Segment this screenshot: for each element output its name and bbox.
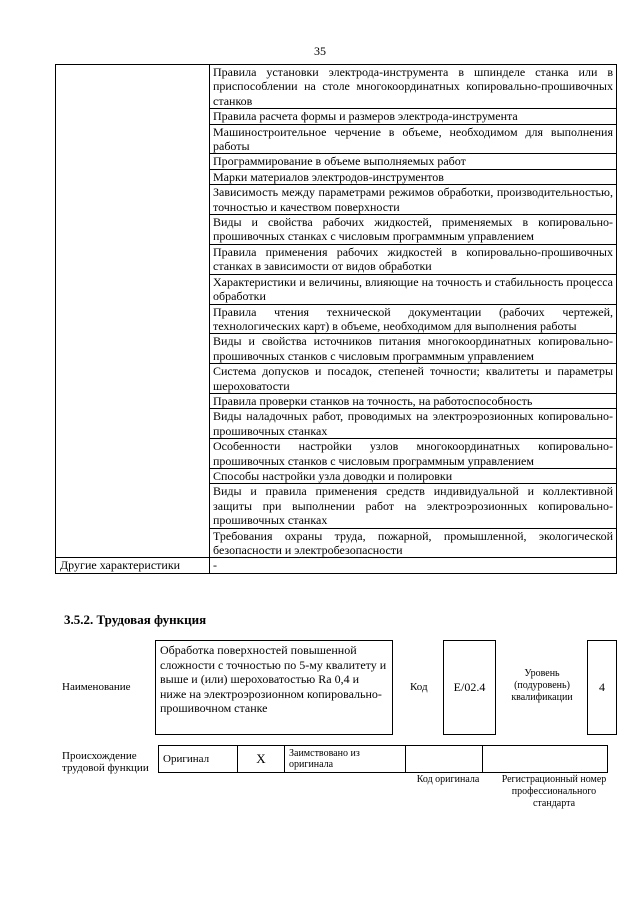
level-value-box <box>587 640 617 735</box>
original-label: Оригинал <box>159 746 238 773</box>
origin-label: Происхождение трудовой функции <box>62 750 149 774</box>
knowledge-item: Виды и правила применения средств индивидуальной и коллективной защиты при выполнении работ на электроэрозионных копировально-прошивочных станках <box>210 484 617 528</box>
function-name-value: Обработка поверхностей повышенной сложности с точностью по 5-му квалитету и выше и (или) шероховатостью Ra 0,4 и ниже на электроэрозионном копировально-прошивочном станке <box>160 643 387 716</box>
knowledge-item: Зависимость между параметрами режимов обработки, производительностью, точностью и качеством поверхности <box>210 185 617 215</box>
knowledge-item: Правила установки электрода-инструмента в шпинделе станка или в приспособлении на столе многокоординатных копировально-прошивочных станков <box>210 65 617 109</box>
code-caption: Код оригинала <box>416 774 480 785</box>
code-value-box <box>443 640 496 735</box>
knowledge-item: Марки материалов электродов-инструментов <box>210 169 617 184</box>
section-title: 3.5.2. Трудовая функция <box>64 612 207 627</box>
knowledge-left-cell <box>56 65 210 558</box>
knowledge-table <box>55 64 617 574</box>
original-code-cell <box>406 746 483 773</box>
knowledge-item: Виды и свойства источников питания многокоординатных копировально-прошивочных станков с числовым программным управлением <box>210 334 617 364</box>
knowledge-item: Правила применения рабочих жидкостей в копировально-прошивочных станках в зависимости от видов обработки <box>210 244 617 274</box>
level-label: Уровень (подуровень) квалификации <box>511 668 573 703</box>
other-characteristics-label: Другие характеристики <box>56 558 210 573</box>
registration-caption: Регистрационный номер профессионального стандарта <box>501 774 607 809</box>
code-label: Код <box>410 681 428 693</box>
knowledge-row <box>56 65 617 109</box>
knowledge-item: Машиностроительное черчение в объеме, необходимом для выполнения работы <box>210 124 617 154</box>
origin-table <box>158 745 608 773</box>
code-value: E/02.4 <box>453 680 486 694</box>
knowledge-item: Система допусков и посадок, степеней точности; квалитеты и параметры шероховатости <box>210 364 617 394</box>
knowledge-item: Особенности настройки узлов многокоординатных копировально-прошивочных станков с числовым программным управлением <box>210 439 617 469</box>
function-name-box <box>155 640 393 735</box>
knowledge-item: Правила расчета формы и размеров электрода-инструмента <box>210 109 617 124</box>
knowledge-item: Виды наладочных работ, проводимых на электроэрозионных копировально-прошивочных станках <box>210 409 617 439</box>
knowledge-item: Правила чтения технической документации (рабочих чертежей, технологических карт) в объеме, необходимом для выполнения работы <box>210 304 617 334</box>
level-value: 4 <box>599 680 605 694</box>
name-label: Наименование <box>62 681 131 693</box>
borrowed-label: Заимствовано из оригинала <box>285 746 406 773</box>
knowledge-item: Способы настройки узла доводки и полировки <box>210 468 617 483</box>
knowledge-item: Виды и свойства рабочих жидкостей, применяемых в копировально-прошивочных станках с числовым программным управлением <box>210 215 617 245</box>
other-characteristics-row <box>56 558 617 573</box>
registration-number-cell <box>483 746 608 773</box>
original-mark: X <box>238 746 285 773</box>
knowledge-item: Программирование в объеме выполняемых работ <box>210 154 617 169</box>
other-characteristics-value: - <box>210 558 617 573</box>
knowledge-item: Требования охраны труда, пожарной, промышленной, экологической безопасности и электробезопасности <box>210 528 617 558</box>
page-number: 35 <box>314 44 326 58</box>
knowledge-item: Правила проверки станков на точность, на работоспособность <box>210 393 617 408</box>
knowledge-item: Характеристики и величины, влияющие на точность и стабильность процесса обработки <box>210 274 617 304</box>
